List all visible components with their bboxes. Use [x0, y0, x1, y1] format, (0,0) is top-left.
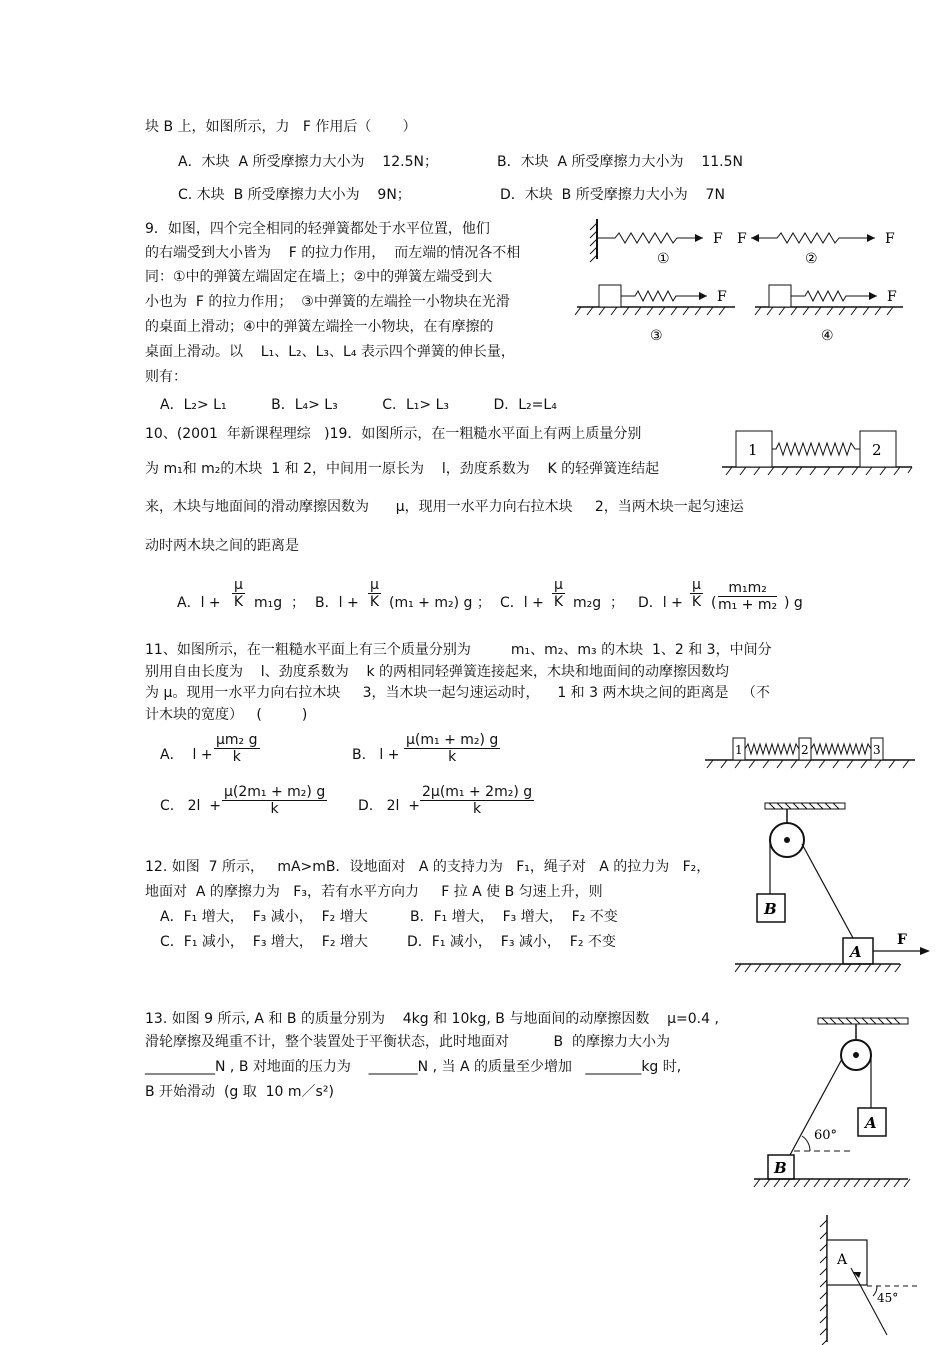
q11-d-denominator: k: [473, 801, 482, 817]
q14-angle-label: 45°: [877, 1291, 899, 1305]
q10-a-prefix: A．l +: [177, 595, 221, 611]
q11-a-numerator: μm₂ g: [216, 732, 258, 748]
q11-a-denominator: k: [232, 749, 241, 765]
q8-option-a: A．木块 A 所受摩擦力大小为 12.5N；: [178, 154, 438, 170]
q10-c-suffix: m₂g ；: [573, 595, 625, 611]
q9-line: 桌面上滑动。以 L₁、L₂、L₃、L₄ 表示四个弹簧的伸长量，: [145, 344, 515, 360]
q10-b-fraction: [368, 577, 381, 610]
q10-c-denominator: K: [553, 594, 564, 610]
q10-d-fraction: [690, 577, 703, 610]
q10-d-numerator: μ: [692, 577, 701, 593]
q10-b-prefix: B．l +: [315, 595, 359, 611]
q10-a-numerator: μ: [234, 577, 243, 593]
q10-c-prefix: C．l +: [500, 595, 544, 611]
q12-block-b-label: B: [764, 900, 777, 918]
q10-line: 动时两木块之间的距离是: [145, 538, 299, 554]
q9-line: 小也为 F 的拉力作用； ③中弹簧的左端拴一小物块在光滑: [145, 294, 510, 310]
q10-d-inner-fraction: [718, 580, 777, 613]
q10-b-numerator: μ: [370, 577, 379, 593]
q11-three-block-figure: [705, 733, 915, 773]
q9-spring-figure: [575, 215, 905, 345]
q10-line: 来，木块与地面间的滑动摩擦因数为 μ，现用一水平力向右拉木块 2，当两木块一起匀速运: [145, 499, 744, 515]
q13-block-b-label: B: [774, 1159, 787, 1177]
q12-option-a: A．F₁ 增大， F₃ 减小， F₂ 增大: [160, 909, 368, 925]
q10-line: 为 m₁和 m₂的木块 1 和 2，中间用一原长为 l，劲度系数为 K 的轻弹簧连结起: [145, 461, 660, 477]
q10-block-1-label: 1: [748, 441, 758, 459]
q11-b-prefix: B. l +: [352, 747, 400, 763]
q13-line: __________N , B 对地面的压力为 _______N , 当 A 的质量至少增加 ________kg 时,: [145, 1059, 682, 1075]
q11-d-prefix: D. 2l +: [358, 798, 421, 814]
q10-b-suffix: (m₁ + m₂) g ；: [389, 595, 491, 611]
q9-options: A．L₂> L₁ B．L₄> L₃ C．L₁> L₃ D．L₂=L₄: [160, 397, 557, 413]
q8-option-d: D．木块 B 所受摩擦力大小为 7N: [500, 187, 725, 203]
q11-block-2-label: 2: [801, 743, 809, 757]
q10-b-denominator: K: [369, 594, 380, 610]
q11-d-numerator: 2μ(m₁ + 2m₂) g: [422, 784, 533, 800]
q11-c-fraction: [222, 784, 327, 817]
q11-line: 别用自由长度为 l、劲度系数为 k 的两相同轻弹簧连接起来，木块和地面间的动摩擦因数均: [145, 664, 730, 680]
q8-stem: 块 B 上，如图所示，力 F 作用后（ ）: [145, 119, 417, 135]
q10-d-open-paren: (: [711, 595, 717, 611]
q9-label-1: ①: [657, 251, 670, 267]
q10-c-numerator: μ: [554, 577, 563, 593]
q14-wall-block-figure: [815, 1210, 925, 1345]
q9-line: 则有：: [145, 369, 187, 385]
q10-d-inner-numerator: m₁m₂: [728, 580, 767, 596]
q11-block-1-label: 1: [735, 743, 743, 757]
q8-option-c: C. 木块 B 所受摩擦力大小为 9N；: [178, 187, 411, 203]
q11-b-fraction: [404, 732, 500, 765]
q13-pulley-figure: [750, 1015, 920, 1195]
q9-f-label: F: [885, 231, 895, 247]
q10-d-denominator: K: [691, 594, 702, 610]
q9-f-label: F: [737, 231, 747, 247]
q11-b-denominator: k: [448, 749, 457, 765]
q10-block-2-label: 2: [872, 441, 882, 459]
q12-line: 地面对 A 的摩擦力为 F₃，若有水平方向力 F 拉 A 使 B 匀速上升，则: [145, 884, 603, 900]
q11-c-prefix: C. 2l +: [160, 798, 222, 814]
q11-a-fraction: [214, 732, 260, 765]
q9-line: 同：①中的弹簧左端固定在墙上；②中的弹簧左端受到大: [145, 269, 493, 285]
q10-a-suffix: m₁g ；: [254, 595, 306, 611]
q9-f-label: F: [887, 289, 897, 305]
q12-option-b: B．F₁ 增大， F₃ 增大， F₂ 不变: [410, 909, 618, 925]
q9-label-3: ③: [650, 328, 663, 344]
q9-label-4: ④: [821, 328, 834, 344]
q13-line: 滑轮摩擦及绳重不计，整个装置处于平衡状态，此时地面对 B 的摩擦力大小为: [145, 1034, 671, 1050]
q9-f-label: F: [713, 231, 723, 247]
q9-line: 9．如图，四个完全相同的轻弹簧都处于水平位置，他们: [145, 221, 490, 237]
q13-angle-label: 60°: [814, 1128, 838, 1143]
q10-d-inner-denominator: m₁ + m₂: [718, 597, 778, 613]
q10-d-suffix: ) g: [784, 595, 803, 611]
q10-line: 10、(2001 年新课程理综 )19．如图所示，在一粗糙水平面上有两上质量分别: [145, 426, 642, 442]
q13-line: 13. 如图 9 所示, A 和 B 的质量分别为 4kg 和 10kg, B 与地面间的动摩擦因数 μ=0.4 ,: [145, 1011, 719, 1027]
q12-pulley-figure: [735, 800, 935, 975]
q11-line: 11、如图所示，在一粗糙水平面上有三个质量分别为 m₁、m₂、m₃ 的木块 1、2 和 3，中间分: [145, 642, 772, 658]
q10-a-fraction: [232, 577, 245, 610]
q11-c-numerator: μ(2m₁ + m₂) g: [224, 784, 326, 800]
q11-line: 计木块的宽度） ( ): [145, 707, 308, 723]
q12-option-c: C．F₁ 减小， F₃ 增大， F₂ 增大: [160, 934, 368, 950]
q11-a-prefix: A． l +: [160, 747, 213, 763]
q13-line: B 开始滑动 (g 取 10 m／s²): [145, 1084, 334, 1100]
q12-line: 12. 如图 7 所示， mA>mB．设地面对 A 的支持力为 F₁，绳子对 A 的拉力为 F₂，: [145, 859, 711, 875]
q9-line: 的右端受到大小皆为 F 的拉力作用， 而左端的情况各不相: [145, 245, 521, 261]
q11-b-numerator: μ(m₁ + m₂) g: [406, 732, 499, 748]
q12-option-d: D．F₁ 减小， F₃ 减小， F₂ 不变: [407, 934, 616, 950]
q10-block-spring-figure: [722, 423, 917, 485]
q10-a-denominator: K: [233, 594, 244, 610]
q13-block-a-label: A: [865, 1114, 877, 1132]
q12-force-f-label: F: [897, 932, 907, 948]
q14-block-a-label: A: [837, 1252, 848, 1268]
q10-d-prefix: D．l +: [638, 595, 683, 611]
q12-block-a-label: A: [850, 943, 862, 961]
q11-line: 为 μ。现用一水平力向右拉木块 3，当木块一起匀速运动时， 1 和 3 两木块之间的距离是 （不: [145, 685, 770, 701]
q11-block-3-label: 3: [873, 743, 881, 757]
q11-c-denominator: k: [270, 801, 279, 817]
q10-c-fraction: [552, 577, 565, 610]
q11-d-fraction: [420, 784, 534, 817]
q8-option-b: B．木块 A 所受摩擦力大小为 11.5N: [497, 154, 743, 170]
q9-f-label: F: [717, 289, 727, 305]
q9-label-2: ②: [805, 251, 818, 267]
q9-line: 的桌面上滑动；④中的弹簧左端拴一小物块，在有摩擦的: [145, 319, 494, 335]
